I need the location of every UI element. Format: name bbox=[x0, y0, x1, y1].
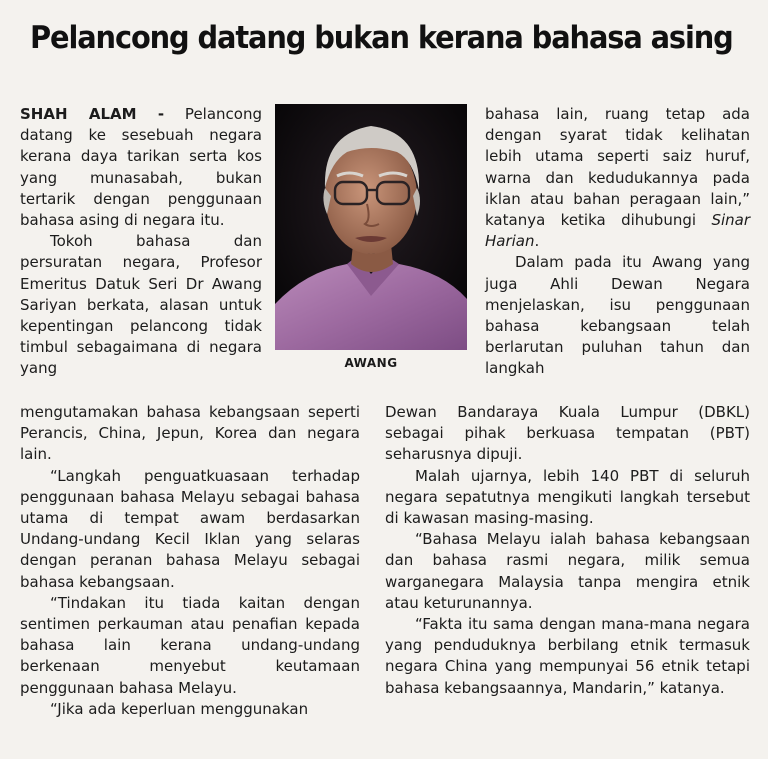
paragraph: Malah ujarnya, lebih 140 PBT di seluruh negara sepatutnya mengikuti langkah tersebut di kawasan masing-masing. bbox=[385, 466, 750, 528]
article-headline: Pelancong datang bukan kerana bahasa asing bbox=[30, 20, 733, 56]
source-name: Sinar Harian bbox=[485, 211, 750, 251]
article-column-2 bbox=[485, 104, 750, 380]
portrait-photo bbox=[275, 104, 467, 350]
paragraph: Dalam pada itu Awang yang juga Ahli Dewan Negara menjelaskan, isu penggunaan bahasa kebangsaan telah berlarutan puluhan tahun dan langkah bbox=[485, 253, 750, 378]
paragraph-continuation: mengutamakan bahasa kebangsaan seperti Perancis, China, Jepun, Korea dan negara lain. bbox=[20, 403, 360, 464]
lead-text: Pelancong datang ke sesebuah negara kerana daya tarikan serta kos yang munasabah, bukan tertarik dengan penggunaan bahasa asing di negara itu. bbox=[20, 105, 262, 230]
article-column-1 bbox=[20, 104, 262, 380]
dateline: SHAH ALAM - bbox=[20, 105, 165, 123]
paragraph: Tokoh bahasa dan persuratan negara, Profesor Emeritus Datuk Seri Dr Awang Sariyan berkata, alasan untuk kepentingan pelancong tidak timbul sebagaimana di negara yang bbox=[20, 232, 262, 378]
paragraph: “Tindakan itu tiada kaitan dengan sentimen perkauman atau penafian kepada bahasa lain kerana undang-undang berkenaan menyebut keutamaan penggunaan bahasa Melayu. bbox=[20, 593, 360, 697]
paragraph: “Langkah penguatkuasaan terhadap penggunaan bahasa Melayu sebagai bahasa utama di tempat awam berdasarkan Undang-undang Kecil Iklan yang selaras dengan peranan bahasa Melayu sebagai bahasa kebangsaan. bbox=[20, 466, 360, 591]
article-column-2-lower bbox=[385, 402, 750, 699]
paragraph: “Bahasa Melayu ialah bahasa kebangsaan dan bahasa rasmi negara, milik semua warganegara Malaysia tanpa mengira etnik atau keturunannya. bbox=[385, 530, 750, 612]
paragraph: “Jika ada keperluan menggunakan bbox=[50, 699, 309, 718]
paragraph-continuation: Dewan Bandaraya Kuala Lumpur (DBKL) sebagai pihak berkuasa tempatan (PBT) seharusnya dipuji. bbox=[385, 403, 750, 464]
paragraph-continuation bbox=[485, 104, 750, 252]
period: . bbox=[534, 232, 540, 251]
quote-text: bahasa lain, ruang tetap ada dengan syarat tidak kelihatan lebih utama seperti saiz huruf, warna dan kedudukannya pada iklan atau bahan peragaan lain,” katanya ketika dihubungi bbox=[485, 105, 750, 230]
photo-caption: AWANG bbox=[344, 356, 398, 370]
paragraph: “Fakta itu sama dengan mana-mana negara yang penduduknya berbilang etnik termasuk negara China yang mempunyai 56 etnik tetapi bahasa kebangsaannya, Mandarin,” katanya. bbox=[385, 615, 750, 697]
paragraph-lead bbox=[20, 104, 262, 231]
article-column-1-lower bbox=[20, 402, 360, 720]
